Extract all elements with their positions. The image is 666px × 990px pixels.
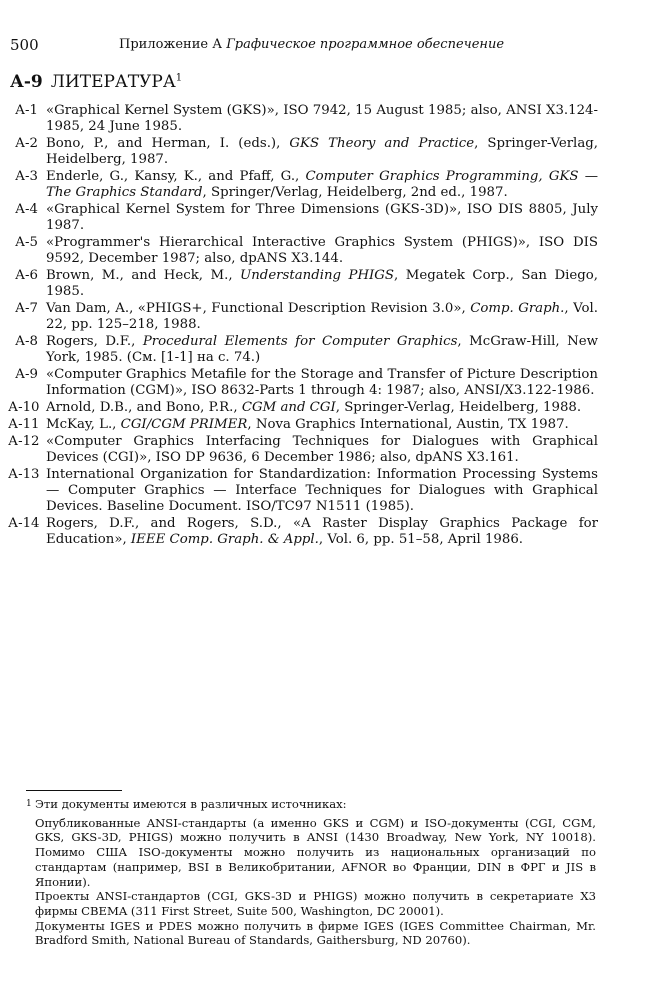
footnote-marker: 1 [26, 799, 32, 809]
reference-entry [8, 202, 598, 234]
reference-segment: «Programmer's Hierarchical Interactive Graphics System (PHIGS)», ISO DIS 9592, December 1987; also, dpANS X3.144. [46, 235, 598, 267]
reference-italic-segment: CGI/CGM PRIMER [120, 416, 248, 432]
reference-text [46, 516, 598, 548]
reference-entry [8, 400, 598, 416]
appendix-label: Приложение А [119, 37, 223, 52]
reference-entry [8, 467, 598, 516]
page-number: 500 [10, 36, 39, 54]
reference-list [8, 103, 598, 549]
reference-entry [8, 136, 598, 168]
reference-entry [8, 334, 598, 366]
reference-segment: Rogers, D.F., and Rogers, S.D., «A Raster Display Graphics Package for Education», [46, 515, 598, 547]
appendix-title: Графическое программное обеспечение [226, 37, 505, 52]
reference-text [46, 334, 598, 366]
reference-segment: Enderle, G., Kansy, K., and Pfaff, G., [46, 169, 306, 184]
reference-entry [8, 103, 598, 135]
reference-entry [8, 301, 598, 333]
reference-segment: Van Dam, A., «PHIGS+, Functional Description Revision 3.0», [46, 301, 471, 316]
reference-entry [8, 268, 598, 300]
running-head [119, 37, 504, 52]
reference-text [46, 169, 598, 201]
reference-entry [8, 367, 598, 399]
reference-text [46, 202, 598, 234]
reference-segment: , Vol. 22, pp. 125–218, 1988. [46, 301, 598, 333]
reference-entry [8, 235, 598, 267]
reference-label: А-4 [14, 202, 38, 217]
reference-italic-segment: Comp. Graph. [470, 301, 565, 316]
reference-text [46, 417, 598, 433]
reference-text [46, 434, 598, 466]
reference-italic-segment: IEEE Comp. Graph. & Appl. [130, 532, 319, 547]
reference-entry [8, 169, 598, 201]
reference-segment: , Megatek Corp., San Diego, 1985. [46, 268, 598, 300]
reference-text [46, 301, 598, 333]
footnote-lead: Эти документы имеются в различных источниках: [35, 797, 347, 811]
reference-segment: Arnold, D.B., and Bono, P.R., [46, 400, 242, 415]
reference-italic-segment: Computer Graphics Programming, GKS — The Graphics Standard [46, 169, 598, 201]
reference-text [46, 235, 598, 267]
section-title: ЛИТЕРАТУРА [50, 72, 176, 92]
reference-label: А-9 [14, 367, 38, 382]
reference-label: А-12 [8, 433, 40, 449]
reference-label: А-2 [14, 136, 38, 151]
reference-segment: , Vol. 6, pp. 51–58, April 1986. [318, 532, 524, 547]
section-heading [10, 72, 182, 92]
reference-segment: , Springer-Verlag, Heidelberg, 1988. [335, 400, 582, 415]
footnote-paragraph: Проекты ANSI-стандартов (CGI, GKS-3D и PHIGS) можно получить в секретариате X3 фирмы CBEMA (311 First Street, Suite 500, Washington, DC 20001). [35, 889, 596, 918]
reference-text [46, 367, 598, 399]
reference-label: А-13 [8, 466, 40, 482]
reference-segment: , Springer-Verlag, Heidelberg, 1987. [46, 136, 598, 168]
footnote-divider [26, 790, 122, 791]
reference-label: А-14 [8, 515, 40, 531]
reference-segment: , Springer/Verlag, Heidelberg, 2nd ed., 1987. [202, 185, 508, 201]
reference-italic-segment: Procedural Elements for Computer Graphics [142, 334, 458, 349]
footnote-paragraph: Опубликованные ANSI-стандарты (а именно GKS и CGM) и ISO-документы (CGI, CGM, GKS, GKS-3D, PHIGS) можно получить в ANSI (1430 Broadway, New York, NY 10018). Помимо США ISO-документы можно получить из национальных организаций по стандартам (например, BSI в Великобритании, AFNOR во Франции, DIN в ФРГ и JIS в Японии). [35, 815, 596, 889]
reference-segment: International Organization for Standardization: Information Processing Systems — Computer Graphics — Interface Techniques for Dialogues with Graphical Devices. Baseline Document. ISO/TC97 N1511 (1985). [46, 466, 598, 514]
reference-label: А-11 [8, 416, 40, 432]
reference-entry [8, 516, 598, 548]
reference-text [46, 268, 598, 300]
reference-entry [8, 417, 598, 433]
reference-entry [8, 434, 598, 466]
reference-text [46, 103, 598, 135]
page-header [10, 36, 600, 56]
reference-text [46, 400, 598, 416]
reference-italic-segment: GKS Theory and Practice [289, 136, 475, 151]
reference-segment: Bono, P., and Herman, I. (eds.), [46, 136, 290, 151]
reference-segment: «Computer Graphics Interfacing Techniques for Dialogues with Graphical Devices (CGI)», ISO DP 9636, 6 December 1986; also, dpANS X3.161. [46, 433, 598, 465]
reference-segment: , McGraw-Hill, New York, 1985. (См. [1-1] на с. 74.) [46, 334, 598, 366]
reference-segment: McKay, L., [46, 416, 121, 432]
section-number: А-9 [10, 72, 43, 92]
reference-segment: Brown, M., and Heck, M., [46, 268, 241, 283]
reference-label: А-5 [14, 235, 38, 250]
reference-italic-segment: Understanding PHIGS [240, 268, 395, 283]
reference-segment: «Graphical Kernel System for Three Dimensions (GKS-3D)», ISO DIS 8805, July 1987. [46, 202, 598, 234]
reference-label: А-3 [14, 169, 38, 184]
reference-label: А-6 [14, 268, 38, 283]
reference-label: А-8 [14, 334, 38, 349]
reference-label: А-1 [14, 103, 38, 118]
footnote-reference: 1 [175, 72, 183, 84]
reference-italic-segment: CGM and CGI [241, 400, 336, 415]
reference-segment: «Computer Graphics Metafile for the Storage and Transfer of Picture Description Information (CGM)», ISO 8632-Parts 1 through 4: 1987; also, ANSI/X3.122-1986. [46, 367, 598, 399]
reference-text [46, 136, 598, 168]
reference-segment: Rogers, D.F., [46, 334, 143, 349]
footnote-paragraph: Документы IGES и PDES можно получить в фирме IGES (IGES Committee Chairman, Mr. Bradford Smith, National Bureau of Standards, Gaithersburg, ND 20760). [35, 918, 596, 948]
footnote [26, 797, 596, 948]
reference-label: А-10 [8, 400, 40, 415]
reference-label: А-7 [14, 301, 38, 316]
reference-text [46, 467, 598, 516]
reference-segment: «Graphical Kernel System (GKS)», ISO 7942, 15 August 1985; also, ANSI X3.124-1985, 24 June 1985. [46, 103, 598, 135]
reference-segment: , Nova Graphics International, Austin, TX 1987. [247, 416, 569, 432]
